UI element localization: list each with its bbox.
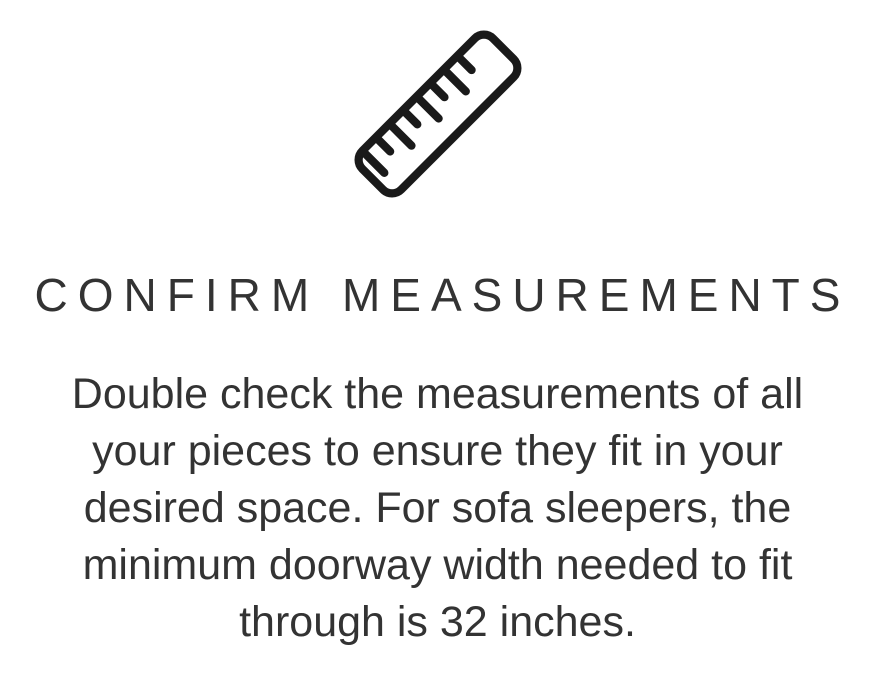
body-line: your pieces to ensure they fit in your bbox=[92, 427, 783, 475]
page-title: CONFIRM MEASUREMENTS bbox=[34, 269, 851, 321]
body-line: through is 32 inches. bbox=[239, 598, 636, 646]
body-line: Double check the measurements of all bbox=[71, 370, 804, 418]
ruler-icon bbox=[342, 18, 534, 210]
body-paragraph bbox=[0, 366, 875, 651]
body-line: minimum doorway width needed to fit bbox=[82, 541, 793, 589]
body-line: desired space. For sofa sleepers, the bbox=[83, 484, 792, 532]
